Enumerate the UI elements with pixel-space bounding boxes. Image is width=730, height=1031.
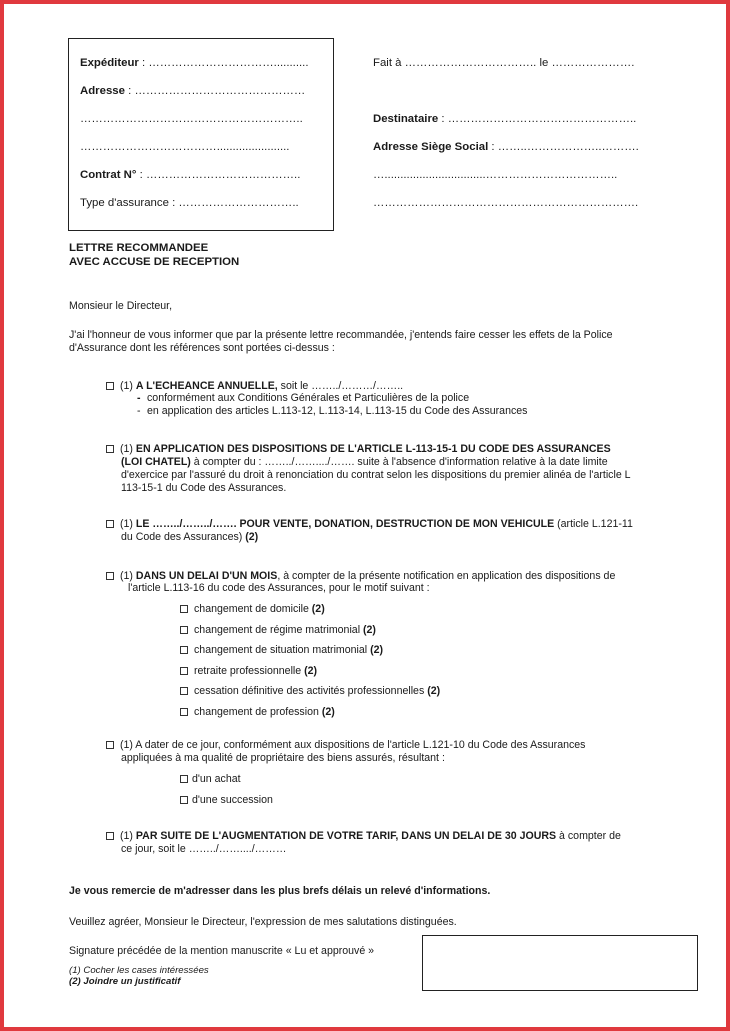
option-augmentation-title: PAR SUITE DE L'AUGMENTATION DE VOTRE TARIF, DANS UN DELAI DE 30 JOURS	[135, 830, 557, 842]
option-augmentation-tarif: (1) PAR SUITE DE L'AUGMENTATION DE VOTRE TARIF, DANS UN DELAI DE 30 JOURS à compter de	[106, 830, 621, 843]
option-succession: d'une succession	[180, 794, 273, 807]
option-vehicule: (1) LE ……../……../……. POUR VENTE, DONATION, DESTRUCTION DE MON VEHICULE (article L.121-11	[106, 518, 633, 531]
type-assurance-field: Type d'assurance : …………………………..	[80, 197, 299, 209]
option-loi-chatel-title: EN APPLICATION DES DISPOSITIONS DE L'ARTICLE L-113-15-1 DU CODE DES ASSURANCES	[135, 443, 611, 455]
signature-label: Signature précédée de la mention manuscrite « Lu et approuvé »	[69, 945, 375, 957]
checkbox-achat[interactable]	[180, 775, 188, 783]
option-delai-mois-line-2: l'article L.113-16 du code des Assurances, pour le motif suivant :	[128, 582, 430, 594]
expediteur-dots: : ……………………………...........	[138, 57, 309, 69]
closing-request: Je vous remercie de m'adresser dans les plus brefs délais un relevé d'informations.	[69, 885, 491, 897]
salutation: Monsieur le Directeur,	[69, 300, 173, 312]
siege-label: Adresse Siège Social	[373, 141, 489, 153]
destinataire-dots: : …………………………………………..	[438, 113, 637, 125]
letter-title-line-2: AVEC ACCUSE DE RECEPTION	[69, 256, 240, 268]
motif-item: cessation définitive des activités professionnelles (2)	[180, 685, 440, 698]
destinataire-line-2: …………………………………………………………….	[373, 197, 639, 209]
checkbox-loi-chatel[interactable]	[106, 445, 114, 453]
adresse-dots: : ………………………………………	[124, 85, 306, 97]
fait-a-field: Fait à …………………………….. le ………………….	[373, 57, 635, 69]
option-loi-chatel-line-3: d'exercice par l'assuré du droit à renonciation du contrat selon les dispositions du premier alinéa de l'article L	[121, 469, 631, 481]
motif-item: changement de régime matrimonial (2)	[180, 624, 376, 637]
motif-item: changement de domicile (2)	[180, 603, 325, 616]
adresse-field	[80, 85, 305, 98]
checkbox-motif-situation[interactable]	[180, 646, 188, 654]
motif-item: retraite professionnelle (2)	[180, 665, 317, 678]
destinataire-label: Destinataire	[373, 113, 439, 125]
closing-salutations: Veuillez agréer, Monsieur le Directeur, l'expression de mes salutations distinguées.	[69, 916, 457, 928]
checkbox-motif-profession[interactable]	[180, 708, 188, 716]
checkbox-echeance[interactable]	[106, 382, 114, 390]
checkbox-motif-cessation[interactable]	[180, 687, 188, 695]
option-echeance-title: A L'ECHEANCE ANNUELLE,	[135, 380, 278, 392]
contrat-field	[80, 169, 300, 182]
adresse-line-2: …………………………………………………..	[80, 113, 303, 125]
siege-dots: : ……..………………..……….	[488, 141, 639, 153]
footnote-1: (1) Cocher les cases intéressées	[69, 965, 209, 976]
checkbox-delai-mois[interactable]	[106, 572, 114, 580]
intro-line-1: J'ai l'honneur de vous informer que par la présente lettre recommandée, j'entends faire cesser les effets de la Police	[69, 329, 613, 341]
checkbox-motif-domicile[interactable]	[180, 605, 188, 613]
expediteur-label: Expéditeur	[80, 57, 139, 69]
checkbox-article-121-10[interactable]	[106, 741, 114, 749]
adresse-line-3: ……………………………….......................	[80, 141, 290, 153]
option-augmentation-line-2: ce jour, soit le ……../……..../………	[121, 843, 287, 855]
checkbox-augmentation-tarif[interactable]	[106, 832, 114, 840]
option-article-121-10: (1) A dater de ce jour, conformément aux dispositions de l'article L.121-10 du Code des Assurances	[106, 739, 585, 752]
option-loi-chatel: (1) EN APPLICATION DES DISPOSITIONS DE L'ARTICLE L-113-15-1 DU CODE DES ASSURANCES	[106, 443, 611, 456]
siege-field	[373, 141, 639, 154]
option-achat: d'un achat	[180, 773, 241, 786]
destinataire-line-1: …................................……………………………..	[373, 169, 618, 181]
motif-item: changement de profession (2)	[180, 706, 335, 719]
option-vehicule-title: LE ……../……../……. POUR VENTE, DONATION, DESTRUCTION DE MON VEHICULE	[135, 518, 555, 530]
checkbox-succession[interactable]	[180, 796, 188, 804]
checkbox-vehicule[interactable]	[106, 520, 114, 528]
option-loi-chatel-line-2: (LOI CHATEL) à compter du : ……../……..../……. suite à l'absence d'information relative à la date limite	[121, 456, 608, 468]
checkbox-motif-regime[interactable]	[180, 626, 188, 634]
checkbox-motif-retraite[interactable]	[180, 667, 188, 675]
footnote-2: (2) Joindre un justificatif	[69, 976, 181, 987]
option-delai-mois-title: DANS UN DELAI D'UN MOIS	[135, 570, 278, 582]
option-echeance-date: soit le ……../………/……..	[277, 380, 404, 392]
option-vehicule-line-2: du Code des Assurances) (2)	[121, 531, 259, 543]
contrat-dots: : …………………………………..	[136, 169, 301, 181]
motif-item: changement de situation matrimonial (2)	[180, 644, 383, 657]
destinataire-field	[373, 113, 636, 126]
intro-line-2: d'Assurance dont les références sont portées ci-dessus :	[69, 342, 335, 354]
contrat-label: Contrat N°	[80, 169, 137, 181]
option-article-121-10-line-2: appliquées à ma qualité de propriétaire des biens assurés, résultant :	[121, 752, 445, 764]
adresse-label: Adresse	[80, 85, 125, 97]
option-delai-mois: (1) DANS UN DELAI D'UN MOIS, à compter de la présente notification en application des dispositions de	[106, 570, 615, 583]
option-number: (1)	[120, 380, 136, 392]
option-echeance-sub-2: - en application des articles L.113-12, L.113-14, L.113-15 du Code des Assurances	[137, 405, 528, 417]
letter-title-line-1: LETTRE RECOMMANDEE	[69, 242, 209, 254]
signature-box[interactable]	[422, 935, 698, 991]
option-loi-chatel-line-4: 113-15-1 du Code des Assurances.	[121, 482, 287, 494]
expediteur-field	[80, 57, 308, 70]
option-echeance-sub-1: - conformément aux Conditions Générales et Particulières de la police	[137, 392, 470, 404]
